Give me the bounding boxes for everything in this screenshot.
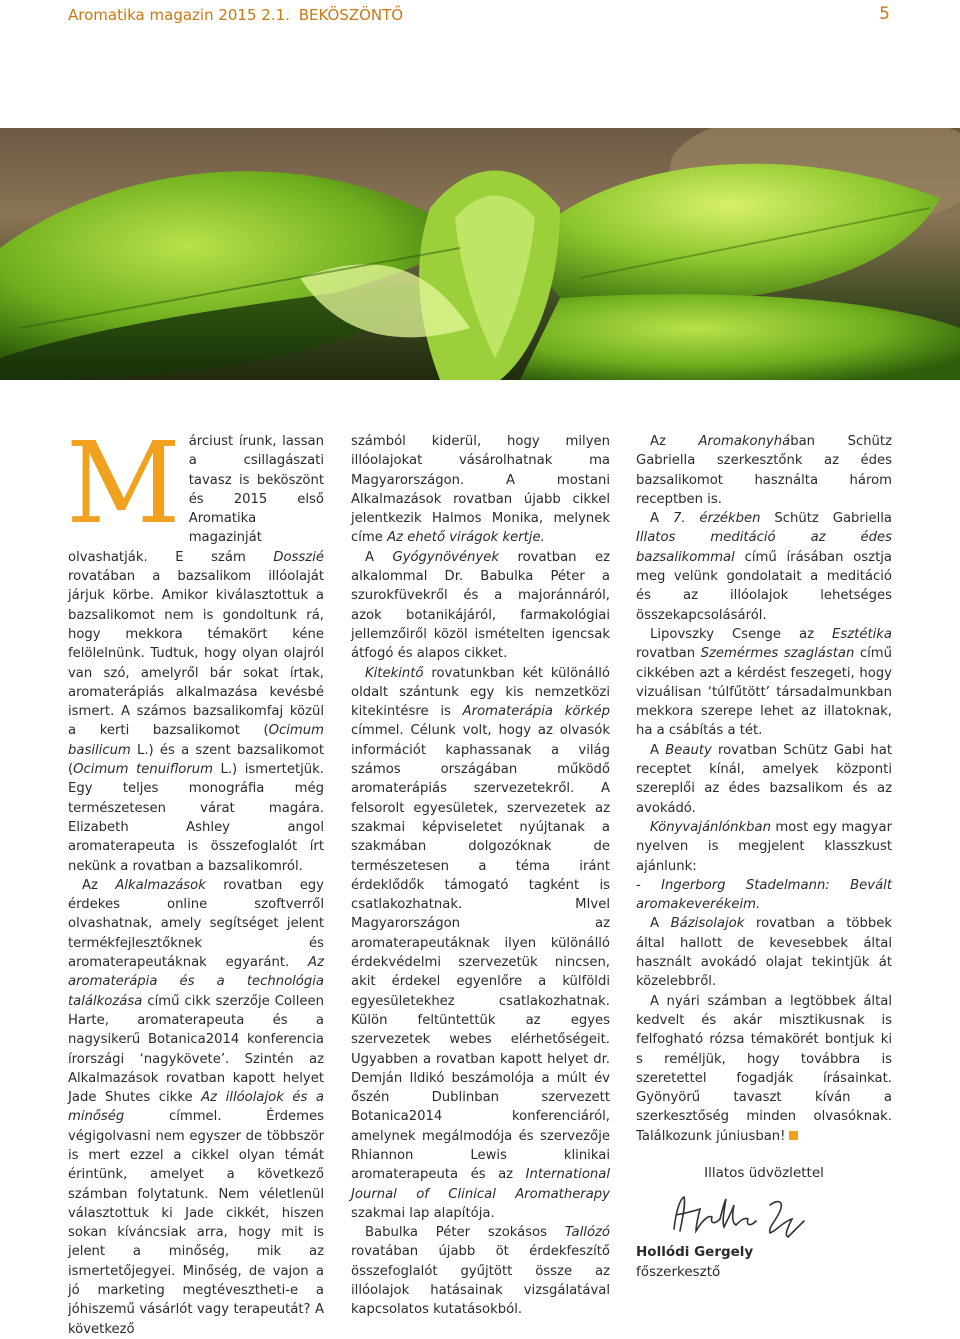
basil-photo-graphic	[0, 128, 960, 380]
author-name: Hollódi Gergely	[636, 1244, 754, 1261]
section-title: BEKÖSZÖNTŐ	[298, 6, 404, 24]
paragraph-beauty: A Beauty rovatban Schütz Gabi hat receptet kínál, amelyek központi szereplői az édes bazsalikom és az avokádó.	[636, 742, 892, 816]
paragraph-esztetika: Lipovszky Csenge az Esztétika rovatban Szemérmes szaglástan című cikkében azt a kérdést feszegeti, hogy vizuálisan ‘túlfűtött’ társadalmunkban mekkora szerepe lehet az illatoknak, ha a csábítás a tét.	[636, 626, 893, 739]
paragraph-konyvajanlo: Könyvajánlónkban most egy magyar nyelven is megjelent klasszkust ajánlunk:	[636, 819, 892, 874]
paragraph-tallozo: Babulka Péter szokásos Tallózó rovatában újabb öt érdekfeszítő összefoglalót gyűjtött össze az illóolajok hatásainak vizsgálatával kapcsolatos kutatásokból.	[351, 1225, 610, 1318]
signature-graphic	[666, 1191, 892, 1241]
running-header	[0, 0, 960, 40]
paragraph-bazisolajok: A Bázisolajok rovatban a többek által hallott de kevesebbek által használt avokádó olajat tekintjük át közelebbről.	[636, 916, 892, 990]
basil-photo	[0, 128, 960, 380]
handwritten-signature	[666, 1191, 816, 1241]
end-mark-icon	[789, 1131, 798, 1140]
paragraph-gyogynovenyek: A Gyógynövények rovatban ez alkalommal Dr. Babulka Péter a szurokfüvekről és a majoránnáról, azok botanikájáról, farmakológiai jellemzőiről közöl ismételten igencsak átfogó és alapos cikket.	[351, 549, 610, 662]
column-3	[636, 432, 892, 1282]
column-1	[66, 419, 324, 1339]
paragraph-7-erzek: A 7. érzékben Schütz Gabriella Illatos meditáció az édes bazsalikommal című írásában osztja meg velünk gondolatait a meditáció és az illóolajok lehetséges összekapcsolásáról.	[636, 511, 893, 623]
magazine-title: Aromatika magazin 2015 2.1.	[68, 6, 290, 24]
author-role: főszerkesztő	[636, 1263, 721, 1280]
paragraph-continued: számból kiderül, hogy milyen illóolajokat vásárolhatnak ma Magyarországon. A mostani Alkalmazások rovatban újabb cikkel jelentkezik Halmos Monika, melynek címe Az ehető virágok kertje.	[351, 434, 610, 546]
drop-cap: M	[66, 419, 181, 549]
page-number: 5	[879, 4, 890, 24]
header-left	[68, 6, 403, 24]
book-recommendation: - Ingerborg Stadelmann: Bevált aromakeverékeim.	[636, 877, 892, 913]
column-2	[351, 432, 610, 1320]
paragraph-alkalmazasok: Az Alkalmazások rovatban egy érdekes online szoftverről olvashatnak, amely segítséget jelent termékfejlesztőknek és aromaterapeutáknak egyaránt. Az aromaterápia és a technológia találkozása című cikk szerzője Colleen Harte, aromaterapeuta és a nagysikerű Botanica2014 konferencia írországi ‘nagykövete’. Szintén az Alkalmazások rovatban kapott helyet Jade Shutes cikke Az illóolajok és a minőség címmel. Érdemes végigolvasni nem egyszer de többször is mert ezzel a cikkel olyan témát érintünk, amelyet a következő számban folytatunk. Nem véletlenül választottuk ki Jade cikkét, hiszen sokan kíváncsiak arra, hogy mit is jelent a minőség, mik az ismertetőjegyei. Minőség, de vajon a jó marketing megtévesztheti-e a jóhiszemű vásárlót vagy terapeutát? A következő	[68, 877, 324, 1337]
paragraph-aromakonyha: Az Aromakonyhában Schütz Gabriella szerkesztőnk az édes bazsalikomot használta három receptben is.	[636, 434, 893, 507]
intro-paragraph: Márciust írunk, lassan a csillagászati tavasz is beköszönt és 2015 első Aromatika magazinját olvashatják. E szám Dosszié rovatában a bazsalikom illóolaját járjuk körbe. Amikor kiválasztottuk a bazsalikomot nem is gondoltunk rá, hogy mekkora témakört kéne felölelnünk. Tudtuk, hogy olyan olajról van szó, amelyről bár sokat írtak, aromaterápiás alkalmazása kevésbé ismert. A számos bazsalikomfaj közül a kerti bazsalikomot (Ocimum basilicum L.) és a szent bazsalikomot (Ocimum tenuiflorum L.) ismertetjük. Egy teljes monográfia még természetesen várat magára. Elizabeth Ashley angol aromaterapeuta is összefoglalót írt nekünk a rovatban a bazsalikomról.	[66, 419, 324, 874]
greeting: Illatos üdvözlettel	[704, 1164, 824, 1181]
paragraph-kitekinto: Kitekintő rovatunkban két különálló oldalt szántunk egy kis nemzetközi kitekintésre is Aromaterápia körkép címmel. Célunk volt, hogy az olvasók információt kaphassanak a világ számos országában működő aromaterápiás szervezetekről. A felsorolt egyesületek, szervezetek az szakmai képviseletet nyújtanak a szakmában dolgozóknak de természetesen a téma iránt érdeklődők támogató tagként is csatlakozhatnak. MIvel Magyarországon az aromaterapeutáknak ilyen különálló érdekvédelmi szervezetük nincsen, akit érdekel egyenlőre a külföldi egyesületekhez csatlakozhatnak. Külön feltüntettük az egyes szervezetek webes elérhetőségeit. Ugyabben a rovatban kapott helyet dr. Demján Ildikó beszámolója a múlt év őszén Dublinban szervezett Botanica2014 konferenciáról, amelynek megálmodója és szervezője Rhiannon Lewis klinikai aromaterapeuta és az International Journal of Clinical Aromatherapy szakmai lap alapítója.	[351, 665, 610, 1221]
paragraph-closing: A nyári számban a legtöbbek által kedvelt és akár misztikusnak is felfogható rózsa témakörét bontjuk ki s reméljük, hogy továbbra is szeretettel fogadják írásainkat. Gyönyörű tavaszt kíván a szerkesztőség minden olvasóknak. Találkozunk júniusban!	[636, 993, 892, 1144]
